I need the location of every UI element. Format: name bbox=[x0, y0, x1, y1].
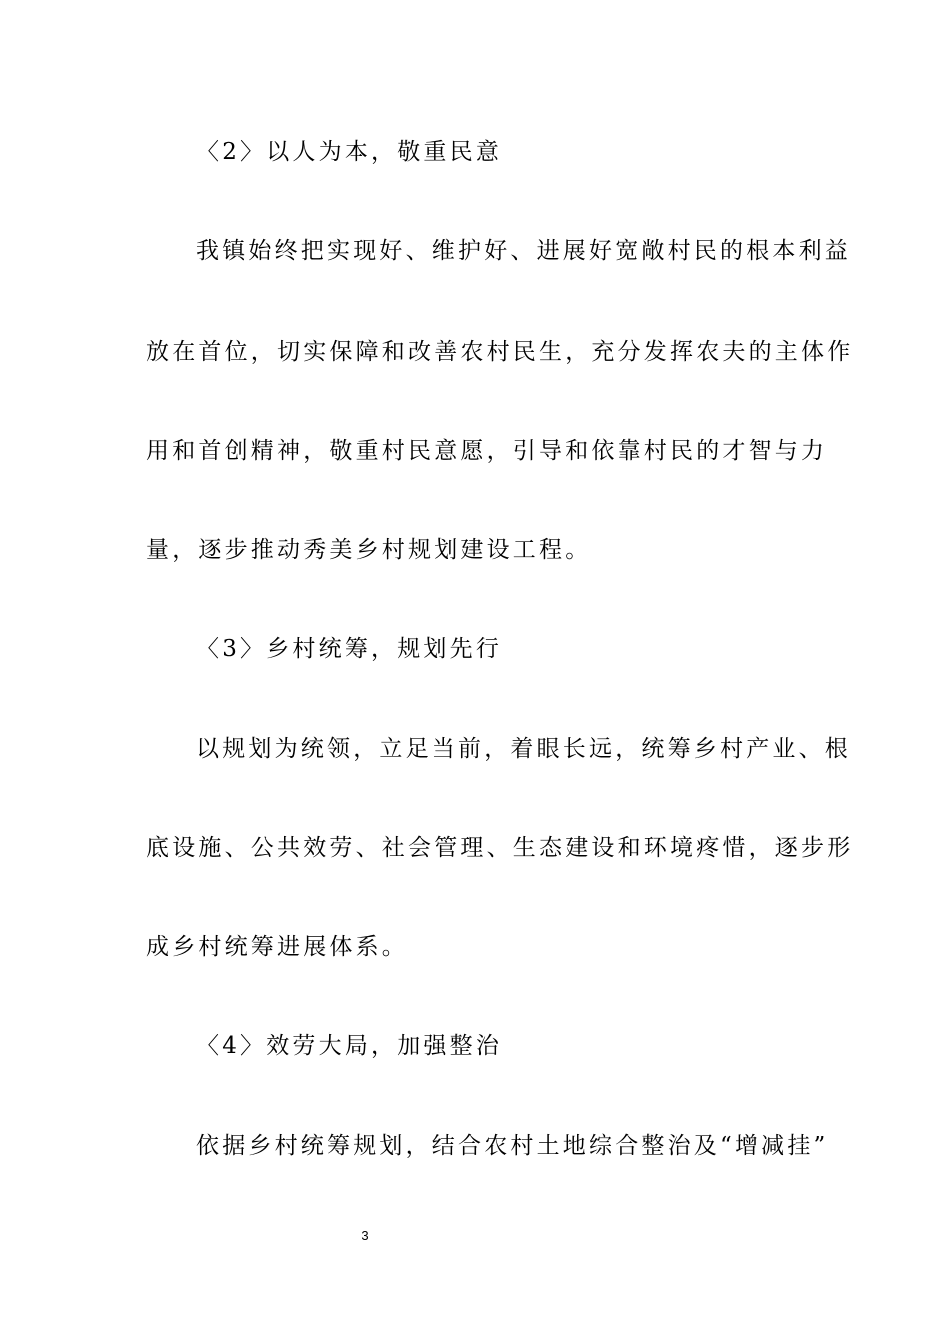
paragraph-line: 用和首创精神，敬重村民意愿，引导和依靠村民的才智与力 bbox=[146, 438, 828, 464]
paragraph-line: 以规划为统领，立足当前，着眼长远，统筹乡村产业、根 bbox=[196, 736, 851, 762]
paragraph-line: 成乡村统筹进展体系。 bbox=[146, 934, 408, 960]
section-heading-3: 〈3〉乡村统筹，规划先行 bbox=[196, 636, 503, 662]
paragraph-line: 量，逐步推动秀美乡村规划建设工程。 bbox=[146, 537, 592, 563]
paragraph-line: 底设施、公共效劳、社会管理、生态建设和环境疼惜，逐步形 bbox=[146, 835, 854, 861]
paragraph-line: 放在首位，切实保障和改善农村民生，充分发挥农夫的主体作 bbox=[146, 339, 854, 365]
paragraph-line: 依据乡村统筹规划，结合农村土地综合整治及“增减挂” bbox=[196, 1133, 829, 1159]
page-number: 3 bbox=[361, 1228, 369, 1243]
section-heading-2: 〈2〉以人为本，敬重民意 bbox=[196, 139, 503, 165]
paragraph-line: 我镇始终把实现好、维护好、进展好宽敞村民的根本利益 bbox=[196, 238, 851, 264]
section-heading-4: 〈4〉效劳大局，加强整治 bbox=[196, 1033, 503, 1059]
